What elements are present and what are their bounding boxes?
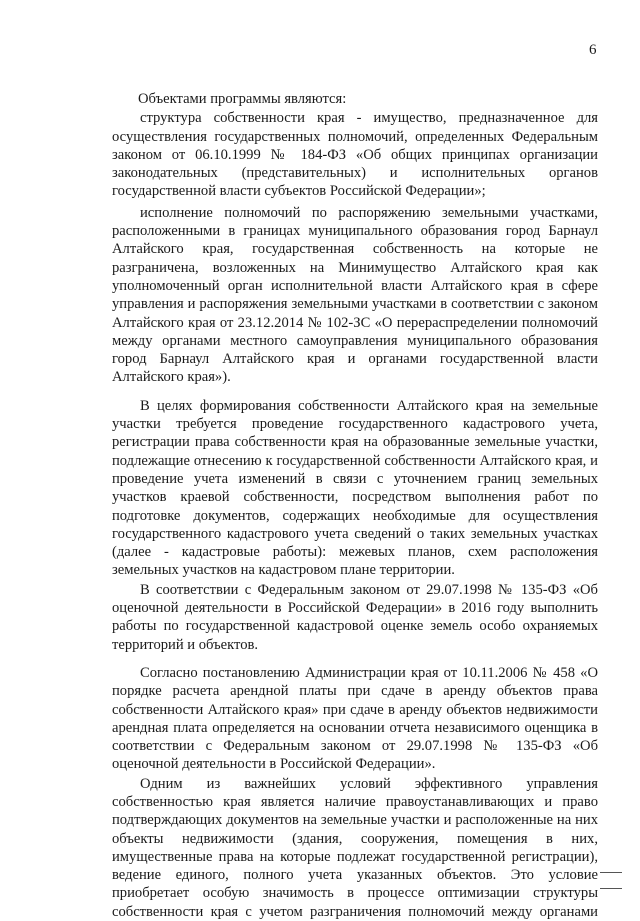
text-line: управления и распоряжения земельными участками в соответствии с законом [112, 296, 598, 313]
text-line: подтверждающих документов на земельные участки и расположенные на них [112, 812, 598, 829]
text-line: город Барнаул Алтайского края и органами государственной власти [112, 351, 598, 368]
text-line: подлежащие отнесению к государственной собственности Алтайского края, и [112, 452, 598, 469]
text-line: собственностью края является наличие правоустанавливающих и право [112, 793, 598, 810]
text-line: государственной власти субъектов Российской Федерации»; [112, 183, 486, 200]
text-line: Алтайского края»). [112, 369, 231, 386]
scan-edge-mark [600, 888, 622, 889]
text-line: законом от 06.10.1999 № 184-ФЗ «Об общих принципах организации [112, 146, 598, 163]
text-line: законодательных (представительных) и исполнительных органов [112, 165, 598, 182]
text-line: собственности Алтайского края» при сдаче в аренду объектов недвижимости [112, 701, 598, 718]
paragraph-valuation-law [112, 581, 598, 654]
text-line: расположенными в границах муниципального образования город Барнаул [112, 223, 598, 240]
text-line: регистрации права собственности края на образованные земельные участки, [112, 434, 598, 451]
page-number: 6 [589, 42, 597, 58]
text-line: собственности края с учетом разграничения полномочий между органами [112, 903, 598, 920]
text-line: Согласно постановлению Администрации края от 10.11.2006 № 458 «О [140, 664, 598, 681]
text-line: государственного кадастрового учета сведений о таких земельных участках [112, 525, 598, 542]
text-line: Алтайского края от 23.12.2014 № 102-ЗС «О перераспределении полномочий [112, 314, 598, 331]
paragraph-rent-calculation [112, 664, 598, 774]
text-line: объекты недвижимости (здания, сооружения, помещения в них, [112, 830, 598, 847]
paragraph-cadastral-works [112, 397, 598, 580]
text-line: участков краевой собственности, посредством выполнения работ по [112, 489, 598, 506]
text-line: арендная плата определяется на основании отчета независимого оценщика в [112, 719, 598, 736]
paragraph-effective-management [112, 775, 598, 921]
text-line: уполномоченный орган исполнительной власти Алтайского края в сфере [112, 277, 598, 294]
text-line: осуществления государственных полномочий, определенных Федеральным [112, 128, 598, 145]
paragraph-property-structure [112, 109, 598, 200]
text-line: работы по государственной кадастровой оценке земель особо охраняемых [112, 618, 598, 635]
text-line: проведение учета изменений в связи с уточнением границ земельных [112, 470, 598, 487]
text-line: В соответствии с Федеральным законом от 29.07.1998 № 135-ФЗ «Об [140, 581, 598, 598]
text-line: Алтайского края, государственная собственность на которые не [112, 241, 598, 258]
text-line: между органами местного самоуправления муниципального образования [112, 332, 598, 349]
text-line: В целях формирования собственности Алтайского края на земельные [140, 397, 598, 414]
text-line: ведение единого, полного учета указанных объектов. Это условие [112, 867, 598, 884]
text-line: подготовке документов, содержащих необходимые для осуществления [112, 507, 598, 524]
text-line: (далее - кадастровые работы): межевых планов, схем расположения [112, 544, 598, 561]
scan-edge-mark [600, 872, 622, 873]
text-line: земельных участков на кадастровом плане территории. [112, 562, 455, 579]
text-line: Одним из важнейших условий эффективного управления [140, 775, 598, 792]
text-line: структура собственности края - имущество, предназначенное для [140, 110, 598, 127]
text-line: оценочной деятельности в Российской Федерации». [112, 756, 436, 773]
text-line: территорий и объектов. [112, 636, 259, 653]
section-heading: Объектами программы являются: [138, 91, 347, 107]
text-line: порядке расчета арендной платы при сдаче в аренду объектов права [112, 683, 598, 700]
text-line: разграничена, возложенных на Минимущество Алтайского края как [112, 259, 598, 276]
text-line: имущественные права на которые подлежат государственной регистрации), [112, 848, 598, 865]
text-line: соответствии с Федеральным законом от 29.07.1998 № 135-ФЗ «Об [112, 738, 598, 755]
text-line: приобретает особую значимость в процессе оптимизации структуры [112, 885, 598, 902]
paragraph-land-powers [112, 204, 598, 387]
text-line: исполнение полномочий по распоряжению земельными участками, [140, 204, 598, 221]
document-body [112, 90, 598, 921]
text-line: оценочной деятельности в Российской Федерации» в 2016 году выполнить [112, 600, 598, 617]
text-line: участки требуется проведение государственного кадастрового учета, [112, 416, 598, 433]
